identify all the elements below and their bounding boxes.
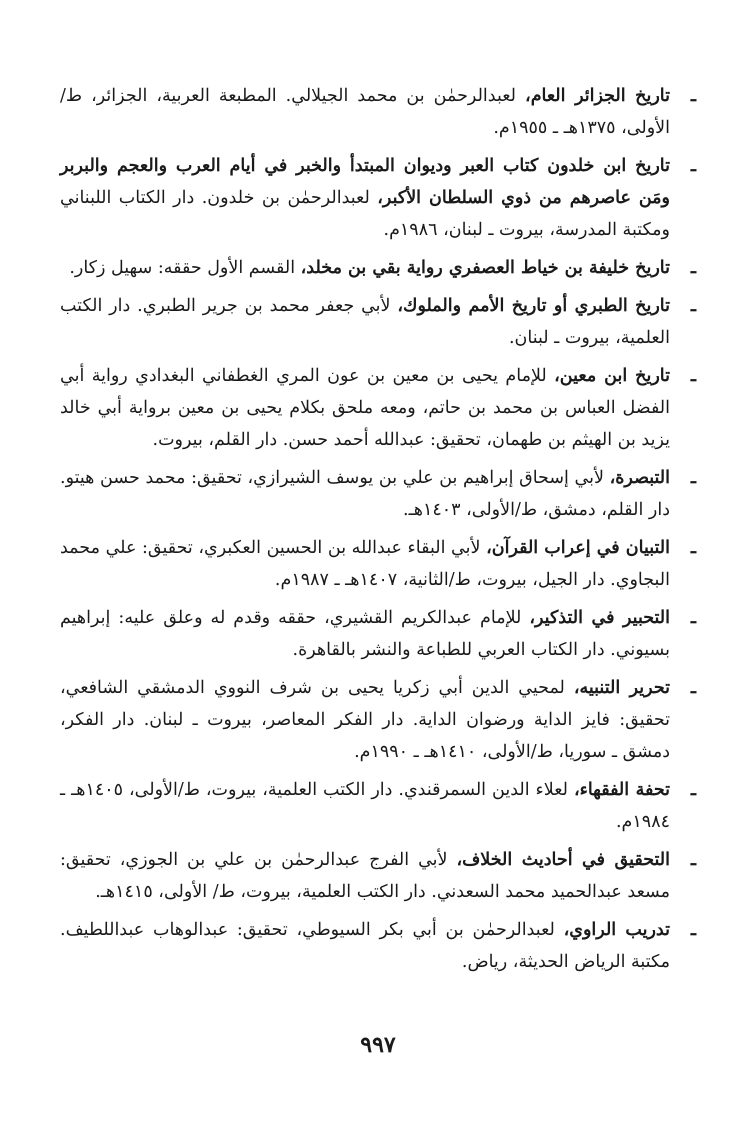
entry-title: تاريخ ابن خلدون كتاب العبر وديوان المبتدأ والخبر في أيام العرب والعجم والبربر ومَن عاصرهم من ذوي السلطان الأكبر، xyxy=(60,156,671,208)
entry-bullet: ـ xyxy=(690,920,696,940)
entry-details: لأبي إسحاق إبراهيم بن علي بن يوسف الشيرازي، تحقيق: محمد حسن هيتو. دار القلم، دمشق، ط/الأولى، ١٤٠٣هـ. xyxy=(60,468,670,520)
entry-details: لأبي جعفر محمد بن جرير الطبري. دار الكتب العلمية، بيروت ـ لبنان. xyxy=(60,296,670,348)
entry-bullet: ـ xyxy=(690,296,696,316)
entry-bullet: ـ xyxy=(690,156,696,176)
entry-details: لعبدالرحمٰن بن أبي بكر السيوطي، تحقيق: عبدالوهاب عبداللطيف. مكتبة الرياض الحديثة، رياض. xyxy=(60,920,670,972)
entry-details: لأبي الفرج عبدالرحمٰن بن علي بن الجوزي، تحقيق: مسعد عبدالحميد محمد السعدني. دار الكتب العلمية، بيروت، ط/ الأولى، ١٤١٥هـ. xyxy=(60,850,670,902)
entry-details: لعبدالرحمٰن بن محمد الجيلالي. المطبعة العربية، الجزائر، ط/الأولى، ١٣٧٥هـ ـ ١٩٥٥م. xyxy=(60,86,670,138)
bibliography-entry xyxy=(60,844,696,908)
entry-details: القسم الأول حققه: سهيل زكار. xyxy=(69,258,301,278)
entry-bullet: ـ xyxy=(690,850,696,870)
entry-title: تاريخ ابن معين، xyxy=(554,366,670,386)
bibliography-entry xyxy=(60,602,696,666)
entry-title: التحقيق في أحاديث الخلاف، xyxy=(456,850,670,870)
entry-title: التبصرة، xyxy=(609,468,670,488)
page-number: ٩٩٧ xyxy=(360,1032,396,1058)
entry-title: تدريب الراوي، xyxy=(563,920,670,940)
entry-bullet: ـ xyxy=(690,258,696,278)
bibliography-entry xyxy=(60,80,696,144)
bibliography-entry xyxy=(60,672,696,768)
entry-details: للإمام يحيى بن معين بن عون المري الغطفاني البغدادي رواية أبي الفضل العباس بن محمد بن حاتم، ومعه ملحق بكلام يحيى بن معين برواية أبي خالد يزيد بن الهيثم بن طهمان، تحقيق: عبدالله أحمد حسن. دار القلم، بيروت. xyxy=(60,366,670,450)
entry-details: لعبدالرحمٰن بن خلدون. دار الكتاب اللبناني ومكتبة المدرسة، بيروت ـ لبنان، ١٩٨٦م. xyxy=(60,188,670,240)
bibliography-entry xyxy=(60,360,696,456)
entry-details: لأبي البقاء عبدالله بن الحسين العكبري، تحقيق: علي محمد البجاوي. دار الجيل، بيروت، ط/الثانية، ١٤٠٧هـ ـ ١٩٨٧م. xyxy=(60,538,670,590)
entry-details: لمحيي الدين أبي زكريا يحيى بن شرف النووي الدمشقي الشافعي، تحقيق: فايز الداية ورضوان الداية. دار الفكر المعاصر، بيروت ـ لبنان. دار الفكر، دمشق ـ سوريا، ط/الأولى، ١٤١٠هـ ـ ١٩٩٠م. xyxy=(60,678,670,762)
bibliography-entry xyxy=(60,462,696,526)
entry-title: تاريخ الجزائر العام، xyxy=(525,86,670,106)
entry-bullet: ـ xyxy=(690,86,696,106)
entry-title: تحفة الفقهاء، xyxy=(573,780,670,800)
entry-title: التبيان في إعراب القرآن، xyxy=(486,538,671,558)
entry-bullet: ـ xyxy=(690,678,696,698)
bibliography-entry xyxy=(60,290,696,354)
entry-bullet: ـ xyxy=(690,366,696,386)
entry-bullet: ـ xyxy=(690,468,696,488)
entry-details: للإمام عبدالكريم القشيري، حققه وقدم له وعلق عليه: إبراهيم بسيوني. دار الكتاب العربي للطباعة والنشر بالقاهرة. xyxy=(60,608,670,660)
entry-bullet: ـ xyxy=(690,780,696,800)
entry-bullet: ـ xyxy=(690,538,696,558)
bibliography-entry xyxy=(60,150,696,246)
bibliography-entry xyxy=(60,252,696,284)
bibliography-entry xyxy=(60,774,696,838)
entry-title: تحرير التنبيه، xyxy=(573,678,670,698)
entry-title: تاريخ الطبري أو تاريخ الأمم والملوك، xyxy=(397,296,670,316)
entry-details: لعلاء الدين السمرقندي. دار الكتب العلمية، بيروت، ط/الأولى، ١٤٠٥هـ ـ ١٩٨٤م. xyxy=(60,780,670,832)
entry-bullet: ـ xyxy=(690,608,696,628)
bibliography-page xyxy=(60,80,696,984)
bibliography-entry xyxy=(60,532,696,596)
entry-title: تاريخ خليفة بن خياط العصفري رواية بقي بن مخلد، xyxy=(300,258,670,278)
bibliography-entry xyxy=(60,914,696,978)
entry-title: التحبير في التذكير، xyxy=(529,608,671,628)
